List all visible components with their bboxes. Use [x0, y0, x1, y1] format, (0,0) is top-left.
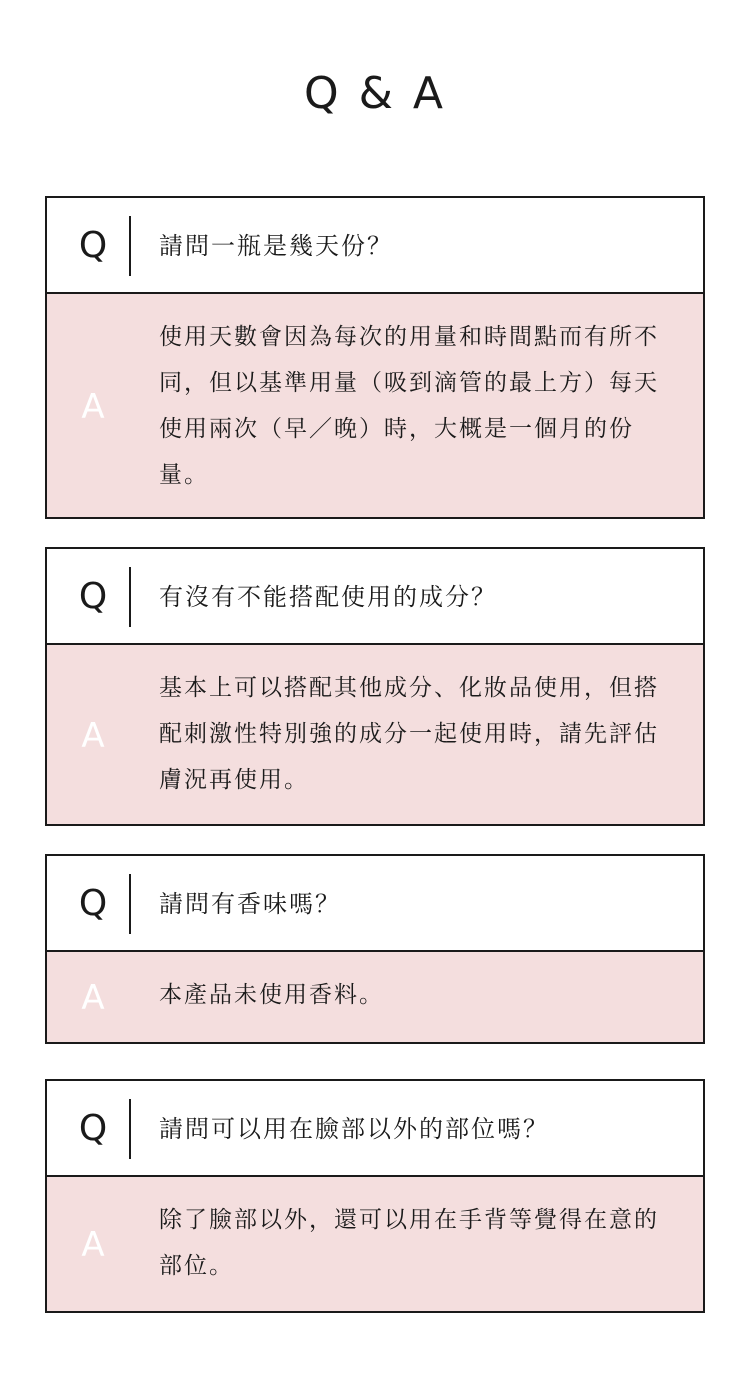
q-divider — [129, 874, 131, 934]
q-divider — [129, 216, 131, 276]
qa-card-2 — [45, 547, 705, 826]
answer-row — [47, 952, 703, 1044]
answer-text: 使用天數會因為每次的用量和時間點而有所不同，但以基準用量（吸到滴管的最上方）每天使用兩次（早／晚）時，大概是一個月的份量。 — [159, 324, 659, 488]
answer-text: 除了臉部以外，還可以用在手背等覺得在意的部位。 — [159, 1207, 659, 1279]
q-marker: Q — [78, 225, 108, 266]
question-text: 請問有香味嗎？ — [159, 890, 341, 918]
a-marker: A — [81, 386, 105, 427]
answer-text: 基本上可以搭配其他成分、化妝品使用，但搭配刺激性特別強的成分一起使用時，請先評估膚況再使用。 — [159, 675, 659, 793]
q-marker: Q — [78, 576, 108, 617]
qa-card-1 — [45, 196, 705, 519]
qa-card-3 — [45, 854, 705, 1044]
question-row — [47, 198, 703, 294]
a-marker: A — [81, 715, 105, 756]
question-row — [47, 856, 703, 952]
q-divider — [129, 567, 131, 627]
question-row — [47, 1081, 703, 1177]
q-divider — [129, 1099, 131, 1159]
answer-row — [47, 1177, 703, 1313]
a-marker: A — [81, 1225, 105, 1265]
question-row — [47, 549, 703, 645]
qa-card-4 — [45, 1079, 705, 1313]
q-marker: Q — [78, 883, 108, 924]
question-text: 請問一瓶是幾天份？ — [159, 232, 393, 260]
answer-row — [47, 645, 703, 826]
page-title: Q & A — [303, 68, 446, 119]
a-marker: A — [81, 978, 105, 1018]
answer-row — [47, 294, 703, 519]
question-text: 有沒有不能搭配使用的成分？ — [159, 583, 497, 611]
q-marker: Q — [78, 1108, 108, 1149]
question-text: 請問可以用在臉部以外的部位嗎？ — [159, 1115, 549, 1143]
answer-text: 本產品未使用香料。 — [159, 982, 384, 1008]
